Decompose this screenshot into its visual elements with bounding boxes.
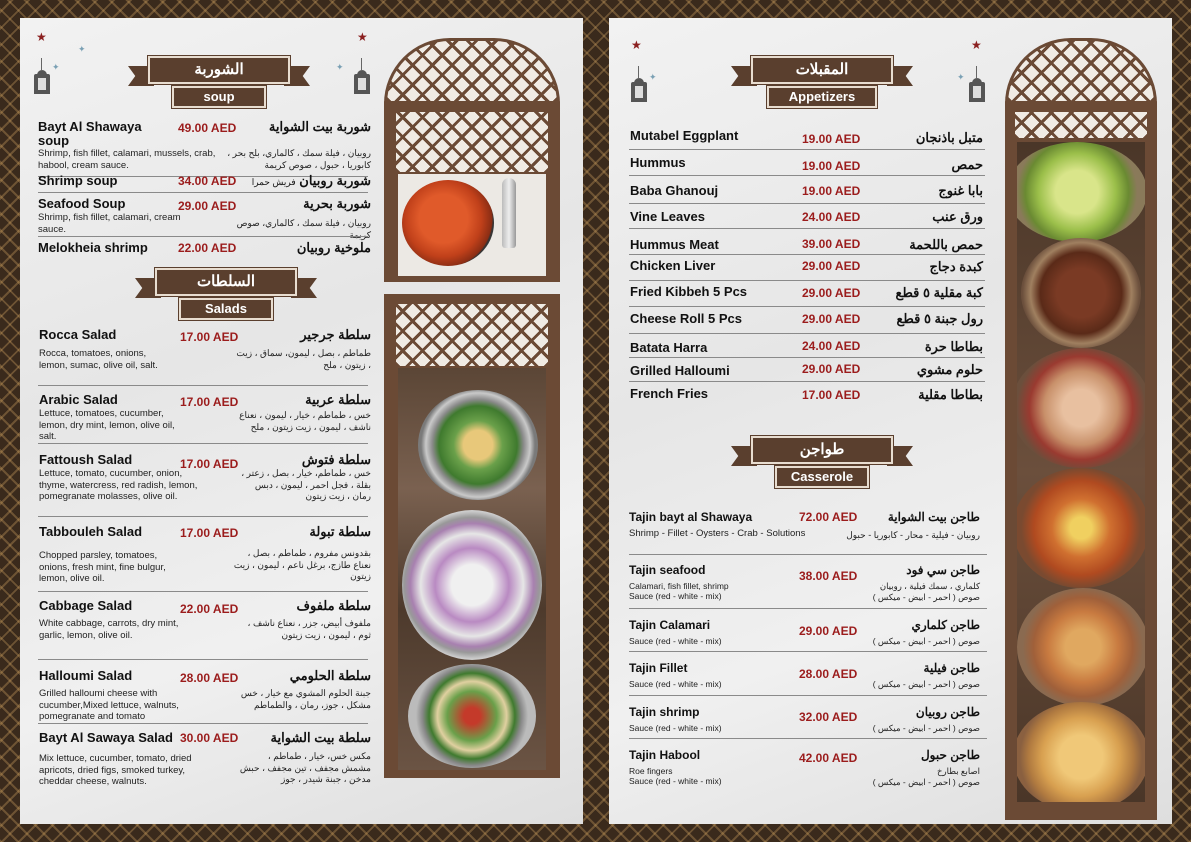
- sparkle-icon: ✦: [52, 62, 60, 72]
- menu-item-description-ar: روبيان - فيلية - محار - كابوريا - حبول: [846, 530, 980, 540]
- menu-page-right: [609, 18, 1172, 824]
- menu-item-name: Tajin Fillet: [629, 661, 688, 675]
- menu-item-description: Shrimp, fish fillet, calamari, mussels, crab, habool, cream sauce.: [38, 148, 216, 171]
- menu-item-price: 17.00 AED: [180, 395, 239, 409]
- menu-item-name: Fried Kibbeh 5 Pcs: [630, 284, 748, 299]
- divider: [629, 228, 985, 229]
- divider: [629, 357, 985, 358]
- arabesque-arch-decoration: [384, 38, 560, 104]
- menu-item-price: 32.00 AED: [799, 710, 858, 724]
- divider: [629, 695, 987, 696]
- menu-item-name-ar: سلطة ملفوف: [296, 598, 371, 613]
- menu-item-name: Cheese Roll 5 Pcs: [630, 311, 742, 326]
- divider: [629, 554, 987, 555]
- menu-item-price: 24.00 AED: [802, 339, 861, 353]
- lattice-decoration: [394, 110, 550, 174]
- menu-item-name: Bayt Al Sawaya Salad: [39, 730, 173, 745]
- menu-item-price: 34.00 AED: [178, 174, 237, 188]
- menu-item-name-ar: بطاطا مقلية: [918, 387, 983, 402]
- section-title-en: soup: [172, 86, 266, 108]
- menu-item-name-ar: متبل باذنجان: [915, 130, 983, 145]
- menu-item-name: Rocca Salad: [39, 327, 117, 342]
- star-icon: ★: [971, 38, 982, 52]
- sparkle-icon: ✦: [957, 72, 965, 82]
- menu-item-price: 49.00 AED: [178, 121, 237, 135]
- section-title-en: Appetizers: [767, 86, 877, 108]
- divider: [629, 333, 985, 334]
- menu-item-name-ar: حلوم مشوي: [916, 362, 983, 377]
- menu-item-price: 22.00 AED: [180, 602, 239, 616]
- menu-item-name: Melokheia shrimp: [38, 240, 148, 255]
- menu-item-name-ar: شوربة بيت الشواية: [268, 119, 371, 134]
- appetizers-photo: [1017, 142, 1145, 802]
- menu-item-name-ar: رول جبنة ٥ قطع: [896, 311, 983, 326]
- menu-item-price: 42.00 AED: [799, 751, 858, 765]
- menu-item-price: 39.00 AED: [802, 237, 861, 251]
- menu-item-name-ar: سلطة الحلومي: [289, 668, 371, 683]
- menu-item-price: 30.00 AED: [180, 731, 239, 745]
- menu-item-name: Fattoush Salad: [39, 452, 133, 467]
- menu-item-name: Tajin shrimp: [629, 705, 700, 719]
- menu-item-price: 22.00 AED: [178, 241, 237, 255]
- menu-item-price: 19.00 AED: [802, 159, 861, 173]
- appetizers-photo-panel: [1005, 102, 1157, 820]
- divider: [629, 381, 985, 382]
- menu-item-name: Tajin bayt al Shawaya: [629, 510, 753, 524]
- menu-item-name-ar: ورق عنب: [932, 209, 983, 224]
- menu-item-name: Seafood Soup: [38, 196, 126, 211]
- menu-item-description-ar: بقدونس مفروم ، طماطم ، بصل ، نعناع طازج، برغل ناعم ، ليمون ، زيت زيتون: [233, 548, 371, 581]
- divider: [629, 175, 985, 176]
- menu-item-sauce: Sauce (red - white - mix): [629, 679, 722, 689]
- arabesque-arch-decoration: [1005, 38, 1157, 104]
- menu-item-name: Chicken Liver: [630, 258, 716, 273]
- menu-item-price: 29.00 AED: [802, 362, 861, 376]
- divider: [38, 192, 368, 193]
- menu-item-sauce-ar: صوص ( احمر - ابيض - ميكس ): [872, 679, 980, 689]
- divider: [629, 203, 985, 204]
- menu-item-description: Shrimp - Fillet - Oysters - Crab - Solutions: [629, 528, 806, 539]
- menu-item-name-ar: كبة مقلية ٥ قطع: [895, 285, 983, 300]
- menu-item-description: Lettuce, tomato, cucumber, onion, thyme, watercress, red radish, lemon, pomegranate molasses, olive oil.: [39, 468, 198, 502]
- divider: [38, 236, 368, 237]
- menu-item-name: soup: [38, 133, 70, 148]
- section-title-ar: الشوربة: [148, 56, 290, 84]
- menu-item-name-ar: بابا غنوج: [938, 183, 983, 198]
- divider: [38, 723, 368, 724]
- menu-item-name: Tabbouleh Salad: [39, 524, 143, 539]
- section-header-soup: [134, 56, 304, 112]
- lantern-icon: [34, 70, 50, 96]
- menu-item-price: 19.00 AED: [802, 132, 861, 146]
- menu-item-price: 24.00 AED: [802, 210, 861, 224]
- menu-item-description-ar: خس ، طماطم ، خيار ، ليمون ، نعناع ناشف ، ليمون ، زيت زيتون ، ملح: [239, 410, 371, 432]
- soup-photo-panel: [384, 102, 560, 282]
- menu-item-price: 28.00 AED: [180, 671, 239, 685]
- star-icon: ★: [357, 30, 368, 44]
- menu-item-price: 38.00 AED: [799, 569, 858, 583]
- menu-item-price: 29.00 AED: [802, 259, 861, 273]
- lattice-decoration: [1013, 110, 1149, 140]
- menu-item-name: Shrimp soup: [38, 173, 118, 188]
- menu-item-name-ar: سلطة بيت الشواية: [270, 730, 371, 745]
- menu-item-name-ar: شوربة بحرية: [303, 196, 371, 211]
- menu-item-description: Lettuce, tomatoes, cucumber, lemon, dry mint, lemon, olive oil, salt.: [39, 408, 175, 442]
- menu-item-name: Mutabel Eggplant: [630, 128, 739, 143]
- menu-item-price: 29.00 AED: [178, 199, 237, 213]
- divider: [38, 591, 368, 592]
- menu-item-description-ar: جبنة الحلوم المشوي مع خيار ، خس مشكل ، جوز، رمان ، والطماطم: [240, 688, 371, 710]
- sparkle-icon: ✦: [78, 44, 86, 54]
- menu-item-price: 17.00 AED: [180, 330, 239, 344]
- menu-item-name-ar: سلطة جرجير: [300, 327, 371, 342]
- menu-item-sauce-ar: صوص ( احمر - ابيض - ميكس ): [872, 723, 980, 733]
- star-icon: ★: [36, 30, 47, 44]
- menu-item-name: Tajin Calamari: [629, 618, 711, 632]
- menu-item-price: 17.00 AED: [180, 526, 239, 540]
- divider: [629, 254, 985, 255]
- soup-photo: [398, 174, 546, 276]
- divider: [38, 659, 368, 660]
- divider: [38, 385, 368, 386]
- menu-item-price: 29.00 AED: [799, 624, 858, 638]
- section-title-en: Salads: [179, 298, 273, 320]
- menu-item-description-ar: مكس خس، خيار ، طماطم ، مشمش مجفف ، تين مجفف ، حبش مدخن ، جبنة شيدر ، جوز: [239, 751, 371, 784]
- menu-item-description: Mix lettuce, cucumber, tomato, dried apricots, dried figs, smoked turkey, cheddar cheese, walnuts.: [39, 753, 192, 787]
- menu-item-sauce-ar: صوص ( احمر - ابيض - ميكس ): [872, 636, 980, 646]
- menu-item-price: 28.00 AED: [799, 667, 858, 681]
- menu-item-name-ar: كبدة دجاج: [929, 259, 983, 274]
- menu-item-sauce: Sauce (red - white - mix): [629, 776, 722, 786]
- menu-item-name-ar: طاجن كلماري: [911, 618, 980, 632]
- menu-item-name-ar: سلطة فتوش: [301, 452, 371, 467]
- menu-item-sauce: Sauce (red - white - mix): [629, 591, 722, 601]
- menu-item-description-ar: ملفوف أبيض، جزر ، نعناع ناشف ، ثوم ، ليمون ، زيت زيتون: [247, 618, 371, 640]
- divider: [629, 738, 987, 739]
- menu-item-description: Roe fingers: [629, 766, 673, 776]
- menu-item-description: Shrimp, fish fillet, calamari, cream sauce.: [38, 212, 181, 235]
- menu-item-price: 29.00 AED: [802, 312, 861, 326]
- menu-item-name: Halloumi Salad: [39, 668, 133, 683]
- sparkle-icon: ✦: [649, 72, 657, 82]
- menu-item-sauce: Sauce (red - white - mix): [629, 723, 722, 733]
- menu-item-name-ar: شوربة روبيان فريش حمرا: [251, 173, 371, 188]
- menu-item-description: Chopped parsley, tomatoes, onions, fresh mint, fine bulgur, lemon, olive oil.: [39, 550, 166, 584]
- menu-item-name: Arabic Salad: [39, 392, 118, 407]
- menu-item-name-ar: طاجن روبيان: [915, 705, 980, 719]
- menu-item-description: Grilled halloumi cheese with cucumber,Mixed lettuce, walnuts, pomegranate and tomato: [39, 688, 179, 722]
- lantern-icon: [354, 70, 370, 96]
- salads-photo: [398, 368, 546, 770]
- menu-item-name: Bayt Al Shawaya: [38, 119, 142, 134]
- menu-item-description: White cabbage, carrots, dry mint, garlic, lemon, olive oil.: [39, 618, 179, 641]
- menu-item-name: Batata Harra: [630, 340, 708, 355]
- menu-page-left: [20, 18, 583, 824]
- menu-item-name: Baba Ghanouj: [630, 183, 719, 198]
- menu-item-name: Hummus Meat: [630, 237, 719, 252]
- menu-item-name: Cabbage Salad: [39, 598, 133, 613]
- menu-item-description-ar: كلماري ، سمك فيلية ، روبيان: [879, 581, 980, 591]
- menu-item-sauce-ar: صوص ( احمر - ابيض - ميكس ): [872, 777, 980, 787]
- divider: [629, 280, 985, 281]
- lantern-icon: [969, 78, 985, 104]
- section-title-ar: السلطات: [155, 268, 297, 296]
- lantern-icon: [631, 78, 647, 104]
- divider: [38, 516, 368, 517]
- menu-item-name-ar: حمص باللحمة: [909, 237, 983, 252]
- section-title-ar: طواجن: [751, 436, 893, 464]
- sparkle-icon: ✦: [336, 62, 344, 72]
- divider: [629, 651, 987, 652]
- section-title-ar: المقبلات: [751, 56, 893, 84]
- menu-item-name-ar: طاجن فيلية: [923, 661, 980, 675]
- section-title-en: Casserole: [775, 466, 869, 488]
- menu-item-price: 29.00 AED: [802, 286, 861, 300]
- menu-item-name: Tajin Habool: [629, 748, 701, 762]
- lattice-decoration: [394, 302, 550, 368]
- menu-item-name-ar: بطاطا حرة: [924, 339, 983, 354]
- menu-item-name-ar: ملوخية روبيان: [296, 240, 371, 255]
- menu-item-name: Tajin seafood: [629, 563, 706, 577]
- menu-item-description: Rocca, tomatoes, onions, lemon, sumac, olive oil, salt.: [39, 348, 158, 371]
- divider: [629, 306, 985, 307]
- menu-item-price: 72.00 AED: [799, 510, 858, 524]
- menu-item-name-ar: طاجن بيت الشواية: [887, 510, 980, 524]
- menu-item-description-ar: روبيان ، فيلة سمك ، كالماري، بلح بحر ، كابوريا ، حبول ، صوص كريمة: [227, 148, 371, 170]
- menu-item-price: 19.00 AED: [802, 184, 861, 198]
- salads-photo-panel: [384, 294, 560, 778]
- menu-item-name-ar: حمص: [951, 157, 983, 172]
- divider: [629, 149, 985, 150]
- menu-item-description-ar: روبيان ، فيلة سمك ، كالماري، صوص كريمة: [236, 218, 371, 240]
- menu-item-name: Hummus: [630, 155, 686, 170]
- menu-item-name: French Fries: [630, 386, 709, 401]
- section-header-casserole: [737, 436, 907, 492]
- menu-item-price: 17.00 AED: [180, 457, 239, 471]
- menu-item-description-ar: خس ، طماطم، خيار ، بصل ، زعتر ، بقلة ، فجل احمر ، ليمون ، دبس رمان ، زيت زيتون: [241, 468, 371, 501]
- star-icon: ★: [631, 38, 642, 52]
- divider: [629, 608, 987, 609]
- section-header-appetizers: [737, 56, 907, 112]
- menu-item-name: Grilled Halloumi: [630, 363, 730, 378]
- menu-item-description: Calamari, fish fillet, shrimp: [629, 581, 729, 591]
- menu-item-description-ar: اصابع بطارخ: [937, 766, 980, 776]
- menu-item-description-ar: طماطم ، بصل ، ليمون، سماق ، زيت ، زيتون ، ملح: [236, 348, 371, 370]
- menu-item-name-ar: طاجن سي فود: [906, 563, 980, 577]
- menu-item-sauce: Sauce (red - white - mix): [629, 636, 722, 646]
- divider: [38, 443, 368, 444]
- menu-item-price: 17.00 AED: [802, 388, 861, 402]
- menu-item-sauce-ar: صوص ( احمر - ابيض - ميكس ): [872, 592, 980, 602]
- section-header-salads: [141, 268, 311, 324]
- menu-item-name-ar: سلطة تبولة: [309, 524, 371, 539]
- menu-item-name-ar: طاجن حبول: [920, 748, 980, 762]
- menu-item-name: Vine Leaves: [630, 209, 705, 224]
- menu-item-name-ar: سلطة عربية: [305, 392, 371, 407]
